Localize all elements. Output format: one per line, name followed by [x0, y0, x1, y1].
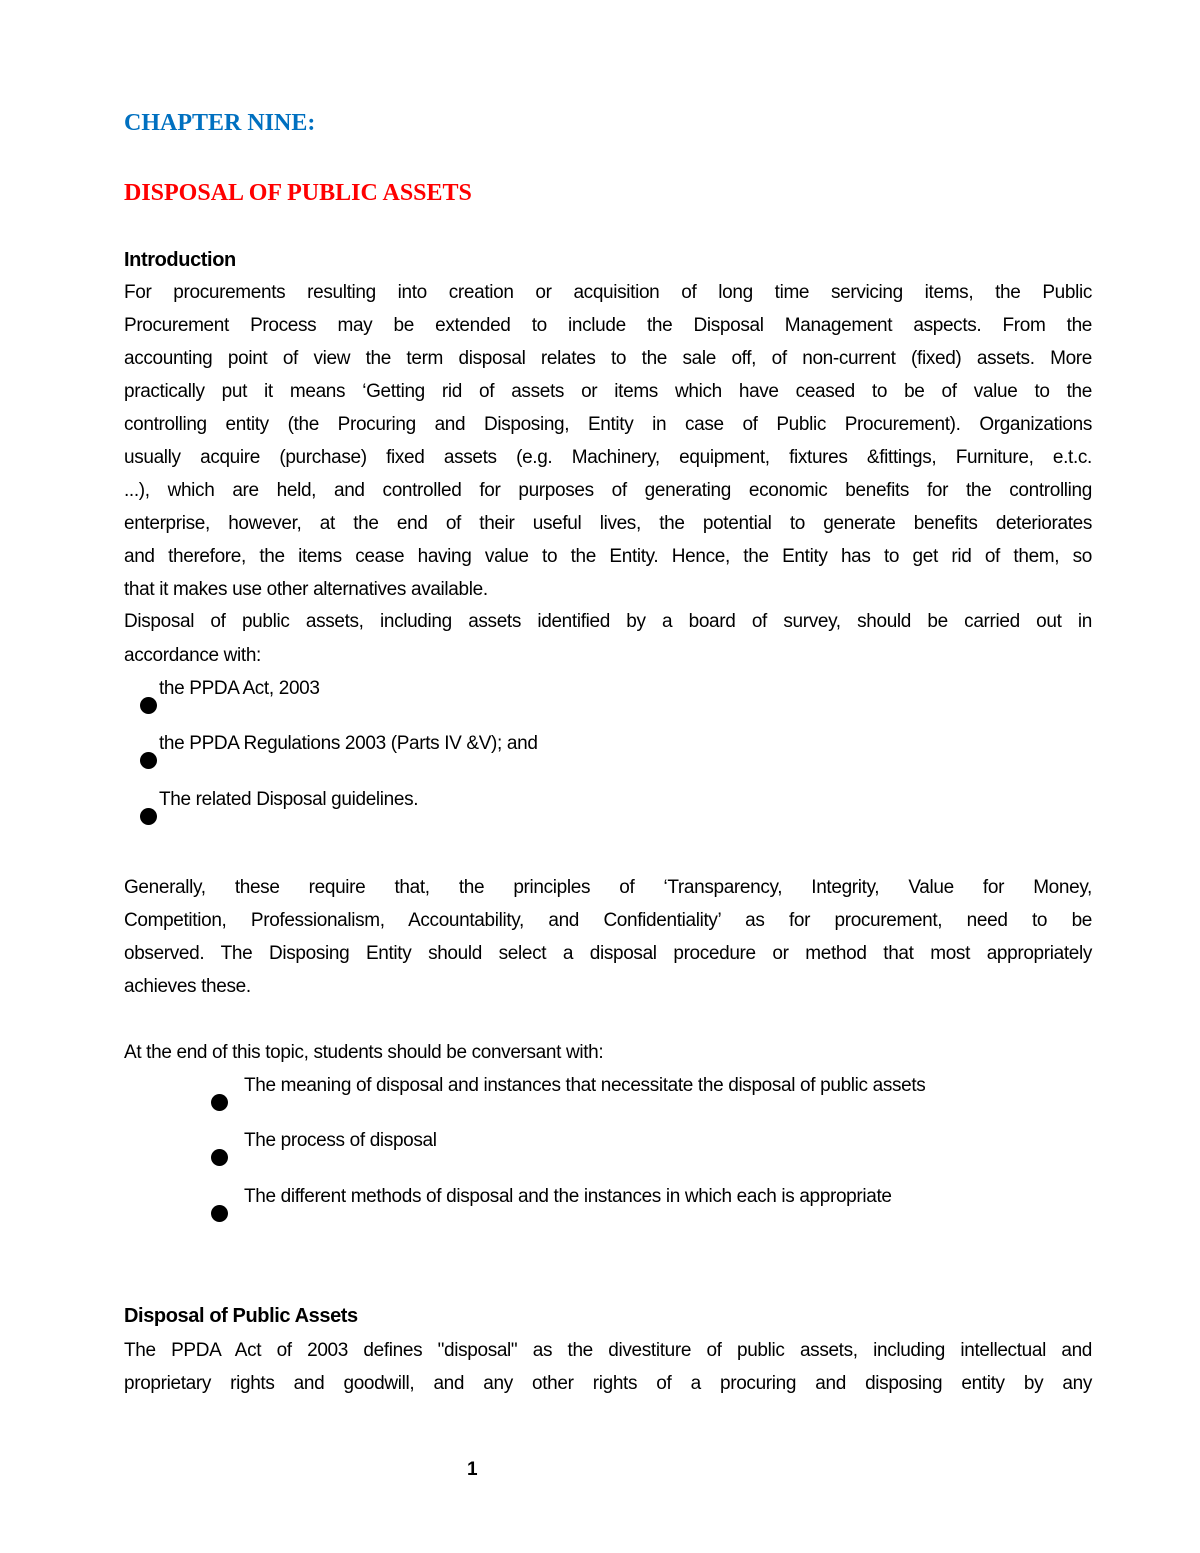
bullet-item: the PPDA Act, 2003 [159, 678, 320, 699]
paragraph-line: proprietary rights and goodwill, and any other rights of a procuring and disposing entity by any [124, 1373, 1092, 1394]
bullet-icon [211, 1149, 228, 1166]
paragraph-line: that it makes use other alternatives available. [124, 579, 488, 600]
chapter-subtitle: DISPOSAL OF PUBLIC ASSETS [124, 180, 472, 206]
paragraph-line: Competition, Professionalism, Accountability, and Confidentiality’ as for procurement, need to be [124, 910, 1092, 931]
paragraph-line: controlling entity (the Procuring and Disposing, Entity in case of Public Procurement). Organizations [124, 414, 1092, 435]
paragraph-line: accounting point of view the term disposal relates to the sale off, of non-current (fixed) assets. More [124, 348, 1092, 369]
bullet-icon [140, 752, 157, 769]
bullet-item: The related Disposal guidelines. [159, 789, 419, 810]
paragraph-line: Generally, these require that, the principles of ‘Transparency, Integrity, Value for Money, [124, 877, 1092, 898]
paragraph-line: practically put it means ‘Getting rid of assets or items which have ceased to be of value to the [124, 381, 1092, 402]
paragraph-line: ...), which are held, and controlled for purposes of generating economic benefits for the controlling [124, 480, 1092, 501]
bullet-item: The process of disposal [244, 1130, 437, 1151]
bullet-item: The different methods of disposal and the instances in which each is appropriate [244, 1186, 892, 1207]
intro-heading: Introduction [124, 249, 236, 271]
paragraph-line: enterprise, however, at the end of their useful lives, the potential to generate benefits deteriorates [124, 513, 1092, 534]
paragraph-line: Disposal of public assets, including assets identified by a board of survey, should be carried out in [124, 611, 1092, 632]
bullet-item: The meaning of disposal and instances that necessitate the disposal of public assets [244, 1075, 926, 1096]
bullet-item: the PPDA Regulations 2003 (Parts IV &V); and [159, 733, 538, 754]
bullet-icon [211, 1205, 228, 1222]
objectives-intro: At the end of this topic, students should be conversant with: [124, 1042, 604, 1063]
section-heading: Disposal of Public Assets [124, 1305, 358, 1327]
paragraph-line: usually acquire (purchase) fixed assets (e.g. Machinery, equipment, fixtures &fittings, Furniture, e.t.c. [124, 447, 1092, 468]
bullet-icon [140, 697, 157, 714]
paragraph-line: accordance with: [124, 644, 261, 666]
paragraph-line: observed. The Disposing Entity should select a disposal procedure or method that most appropriately [124, 943, 1092, 964]
paragraph-line: For procurements resulting into creation or acquisition of long time servicing items, the Public [124, 282, 1092, 303]
paragraph-line: achieves these. [124, 976, 251, 997]
paragraph-line: Procurement Process may be extended to include the Disposal Management aspects. From the [124, 315, 1092, 336]
paragraph-line: The PPDA Act of 2003 defines "disposal" as the divestiture of public assets, including intellectual and [124, 1340, 1092, 1361]
page-number: 1 [467, 1459, 478, 1480]
bullet-icon [211, 1094, 228, 1111]
chapter-title: CHAPTER NINE: [124, 110, 316, 136]
paragraph-line: and therefore, the items cease having value to the Entity. Hence, the Entity has to get rid of them, so [124, 546, 1092, 567]
bullet-icon [140, 808, 157, 825]
